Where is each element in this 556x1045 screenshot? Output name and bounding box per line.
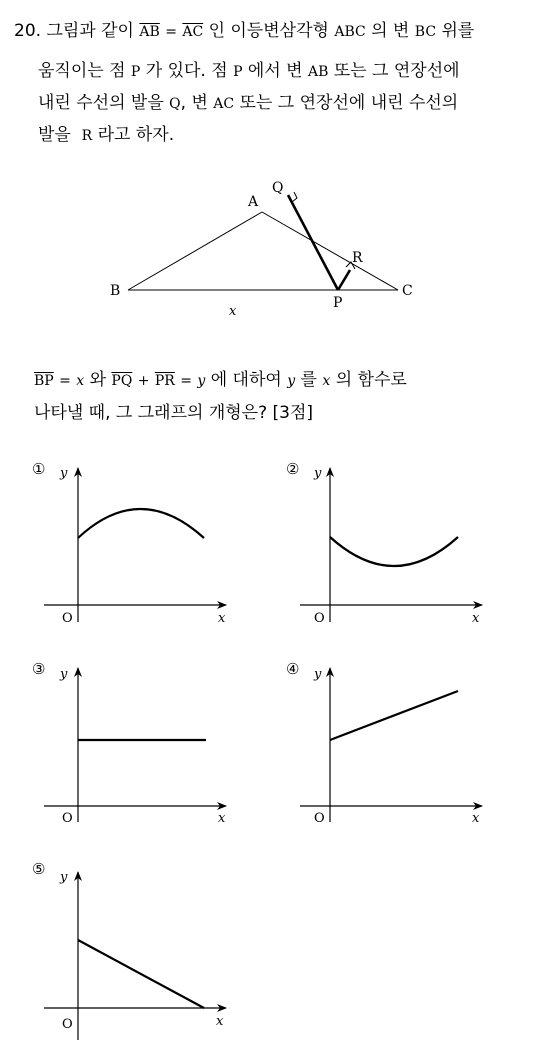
choice-3-origin: O [62,811,73,826]
right-angle-mark-q [292,192,297,202]
text: 또는 그 연장선에 내린 수선의 [239,93,459,113]
segment-pq: $\overline{PQ}$ [111,373,133,389]
label-p: P [333,295,343,311]
text: , 변 [180,93,208,113]
text: 와 [89,370,107,390]
choice-4-x-label: x [472,811,480,826]
choice-2-x-label: x [472,611,480,626]
point-p: P [130,64,141,80]
text: 의 변 [371,21,410,41]
point-p: P [233,64,243,80]
choice-4-origin: O [314,811,325,826]
choice-3-x-label: x [218,811,226,826]
var-x: x [76,373,85,389]
choice-5-y-label: y [60,870,68,885]
choice-1-mark: ① [32,460,46,478]
text: 인 이등변삼각형 [208,21,329,41]
text: 가 있다. 점 [145,61,228,81]
text: 발을 [38,125,71,145]
problem-line-6: 나타낼 때, 그 그래프의 개형은? [3점] [34,403,314,423]
text: 위를 [441,21,475,41]
text: 에 대하여 [210,370,282,390]
choice-3-y-label: y [60,667,68,682]
text: 내린 수선의 발을 [38,93,164,113]
segment-ab: $\overline{AB}$ [139,24,160,40]
plus-sign: + [137,373,150,389]
label-a: A [248,194,259,210]
choice-2-origin: O [314,611,325,626]
side-bc: BC [414,24,437,40]
choice-5[interactable] [32,860,226,1040]
choice-1-x-label: x [218,611,226,626]
choice-2-curve [330,537,458,566]
text: 그림과 같이 [46,21,134,41]
label-r: R [352,250,363,266]
perpendicular-pr [338,270,350,290]
side-ac: AC [213,96,235,112]
triangle-figure [0,170,556,330]
point-q: Q [169,96,181,112]
label-q: Q [272,180,284,196]
problem-line-2 [38,58,460,85]
problem-line-1 [14,18,474,45]
choice-2[interactable] [286,460,482,626]
choice-5-origin: O [62,1017,73,1032]
choice-5-line [78,940,204,1008]
label-c: C [402,283,413,299]
equals-sign: = [59,373,71,389]
side-ac-line [262,212,398,290]
choice-2-mark: ② [286,460,300,478]
problem-line-3 [38,90,458,117]
choice-3[interactable] [32,660,226,826]
choice-4-line [330,691,458,740]
choice-1-origin: O [62,611,73,626]
problem-line-5 [34,367,407,394]
text: 또는 그 연장선에 [333,61,460,81]
var-y: y [197,373,206,389]
text: 라고 하자. [97,125,175,145]
choice-1[interactable] [32,460,226,626]
label-x-bp: x [229,304,237,319]
side-ab-line [128,212,262,290]
choice-5-x-label: x [216,1014,224,1029]
segment-bp: $\overline{BP}$ [34,373,54,389]
choice-4-y-label: y [314,667,322,682]
answer-choices [0,450,556,1045]
label-b: B [110,283,121,299]
choice-2-y-label: y [314,466,322,481]
text: 에서 변 [247,61,303,81]
var-x: x [322,373,331,389]
equals-sign: = [165,24,177,40]
triangle-name: ABC [334,24,366,40]
text: 움직이는 점 [38,61,126,81]
point-r: R [81,128,93,144]
choice-4-mark: ④ [286,660,300,678]
var-y: y [287,373,296,389]
problem-number: 20. [14,21,42,41]
perpendicular-pq [288,195,338,290]
choice-3-mark: ③ [32,660,46,678]
segment-ac: $\overline{AC}$ [182,24,204,40]
choice-1-curve [78,509,204,538]
equals-sign: = [180,373,192,389]
problem-line-4 [38,122,174,149]
choice-1-y-label: y [60,466,68,481]
side-ab: AB [307,64,329,80]
choice-4[interactable] [286,660,482,826]
text: 의 함수로 [335,370,407,390]
text: 를 [300,370,317,390]
segment-pr: $\overline{PR}$ [154,373,175,389]
choice-5-mark: ⑤ [32,860,46,878]
